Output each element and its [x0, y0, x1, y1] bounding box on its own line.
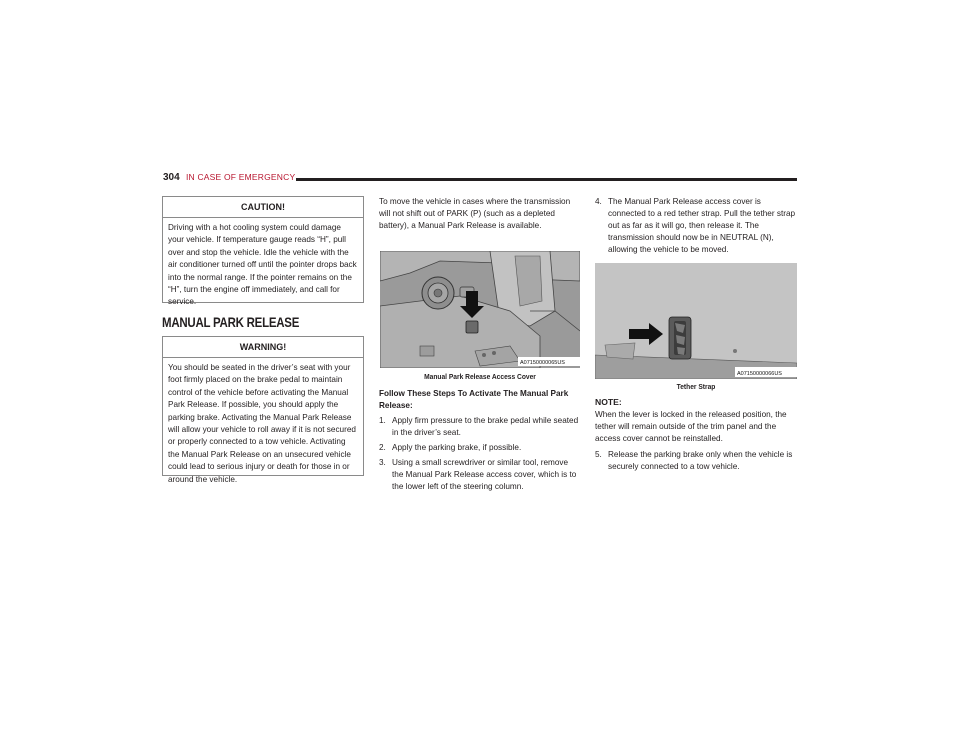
step-text: Release the parking brake only when the vehicle is securely connected to a tow vehicle.	[608, 450, 793, 471]
tether-strap-illustration	[595, 263, 797, 379]
step-text: Apply the parking brake, if possible.	[392, 443, 522, 452]
note-text: When the lever is locked in the released position, the tether will remain outside of the trim panel and the access cover cannot be reinstalled.	[595, 410, 787, 443]
access-cover-figure	[380, 251, 580, 368]
caution-label: CAUTION!	[163, 197, 363, 218]
page-number: 304	[163, 172, 180, 183]
step-text: The Manual Park Release access cover is connected to a red tether strap. Pull the tether strap out as far as it will go, then release it. The transmission should now be in NEUTRAL (N), allowing the vehicle to be moved.	[608, 197, 796, 254]
step-number: 3.	[379, 458, 386, 467]
step-number: 4.	[595, 197, 602, 206]
figure1-code: A07150000065US	[520, 360, 565, 366]
warning-text: You should be seated in the driver’s seat with your foot firmly placed on the brake pedal to maintain control of the vehicle before activating the Manual Park Release. If possible, you should apply the parking brake. Activating the Manual Park Release will allow your vehicle to roll away if it is not secured or properly connected to a tow vehicle. Activating the Manual Park Release on an unsecured vehicle could lead to serious injury or death for those in or around the vehicle.	[168, 363, 356, 484]
warning-label: WARNING!	[163, 337, 363, 358]
step-text: Apply firm pressure to the brake pedal while seated in the driver’s seat.	[392, 416, 579, 437]
header-rule	[296, 178, 797, 181]
step-number: 5.	[595, 450, 602, 459]
section-title: IN CASE OF EMERGENCY	[186, 172, 296, 182]
intro-paragraph: To move the vehicle in cases where the transmission will not shift out of PARK (P) (such as a depleted battery), a Manual Park Release is available.	[379, 197, 571, 230]
figure2-caption: Tether Strap	[676, 382, 716, 391]
tether-strap-figure	[595, 263, 797, 379]
caution-text: Driving with a hot cooling system could damage your vehicle. If temperature gauge reads “H”, pull over and stop the vehicle. Idle the vehicle with the air conditioner turned off until the pointer drops back into the normal range. If the pointer remains on the “H”, turn the engine off immediately, and call for service.	[168, 223, 357, 307]
steps-heading: Follow These Steps To Activate The Manual Park Release:	[379, 389, 569, 410]
figure2-code: A07150000066US	[737, 371, 782, 377]
access-cover-illustration	[380, 251, 580, 368]
step-text: Using a small screwdriver or similar tool, remove the Manual Park Release access cover, which is to the lower left of the steering column.	[392, 458, 577, 491]
figure1-caption: Manual Park Release Access Cover	[424, 372, 536, 381]
main-heading: MANUAL PARK RELEASE	[162, 314, 300, 330]
note-label: NOTE:	[595, 397, 622, 407]
page-header	[163, 172, 797, 186]
warning-box	[162, 336, 364, 484]
step-number: 1.	[379, 416, 386, 425]
step-number: 2.	[379, 443, 386, 452]
caution-box	[162, 196, 364, 307]
